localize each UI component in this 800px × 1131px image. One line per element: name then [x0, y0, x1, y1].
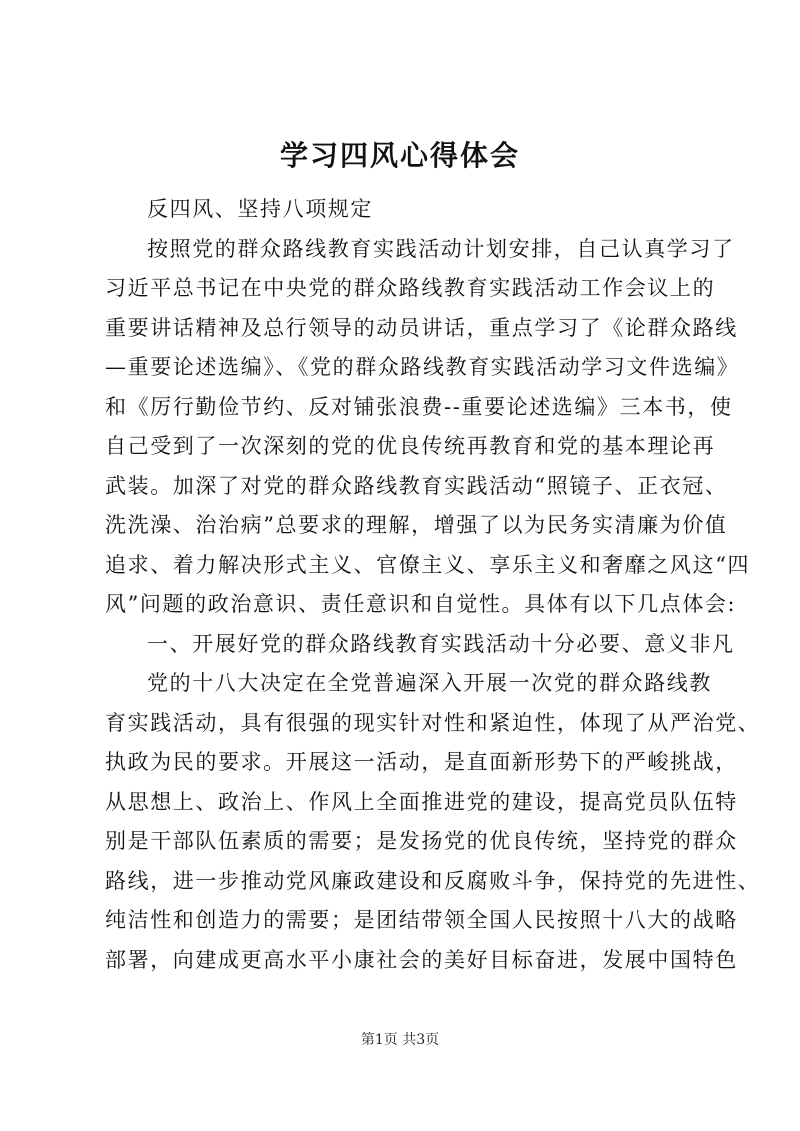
body-line: 部署，向建成更高水平小康社会的美好目标奋进，发展中国特色 [105, 947, 738, 972]
body-line: 风”问题的政治意识、责任意识和自觉性。具体有以下几点体会: [105, 592, 737, 616]
section-heading: 一、开展好党的群众路线教育实践活动十分必要、意义非凡 [147, 631, 735, 656]
body-line: 重要讲话精神及总行领导的动员讲话，重点学习了《论群众路线 [105, 315, 738, 340]
body-line: 纯洁性和创造力的需要；是团结带领全国人民按照十八大的战略 [105, 908, 738, 932]
page-number-footer: 第1页 共3页 [360, 1032, 440, 1048]
body-line: 执政为民的要求。开展这一活动，是直面新形势下的严峻挑战， [105, 750, 738, 774]
body-line: 习近平总书记在中央党的群众路线教育实践活动工作会议上的 [105, 276, 716, 300]
document-title: 学习四风心得体会 [279, 139, 520, 172]
body-line: 洗洗澡、治治病”总要求的理解，增强了以为民务实清廉为价值 [105, 513, 728, 537]
body-line: 自己受到了一次深刻的党的优良传统再教育和党的基本理论再 [105, 434, 716, 458]
body-line: —重要论述选编》、《党的群众路线教育实践活动学习文件选编》 [105, 355, 740, 379]
body-line: 育实践活动，具有很强的现实针对性和紧迫性，体现了从严治党、 [105, 710, 761, 735]
body-line: 和《厉行勤俭节约、反对铺张浪费--重要论述选编》三本书，使 [105, 394, 733, 419]
body-line: 党的十八大决定在全党普遍深入开展一次党的群众路线教 [147, 671, 712, 695]
body-line: 反四风、坚持八项规定 [147, 197, 373, 221]
body-line: 路线，进一步推动党风廉政建设和反腐败斗争，保持党的先进性、 [105, 868, 761, 893]
body-line: 追求、着力解决形式主义、官僚主义、享乐主义和奢靡之风这“四 [105, 552, 751, 577]
body-line: 别是干部队伍素质的需要；是发扬党的优良传统，坚持党的群众 [105, 829, 738, 853]
body-line: 从思想上、政治上、作风上全面推进党的建设，提高党员队伍特 [105, 789, 738, 814]
document-body [105, 190, 761, 980]
body-line: 武装。加深了对党的群众路线教育实践活动“照镜子、正衣冠、 [105, 473, 728, 498]
body-line: 按照党的群众路线教育实践活动计划安排，自己认真学习了 [147, 236, 735, 261]
